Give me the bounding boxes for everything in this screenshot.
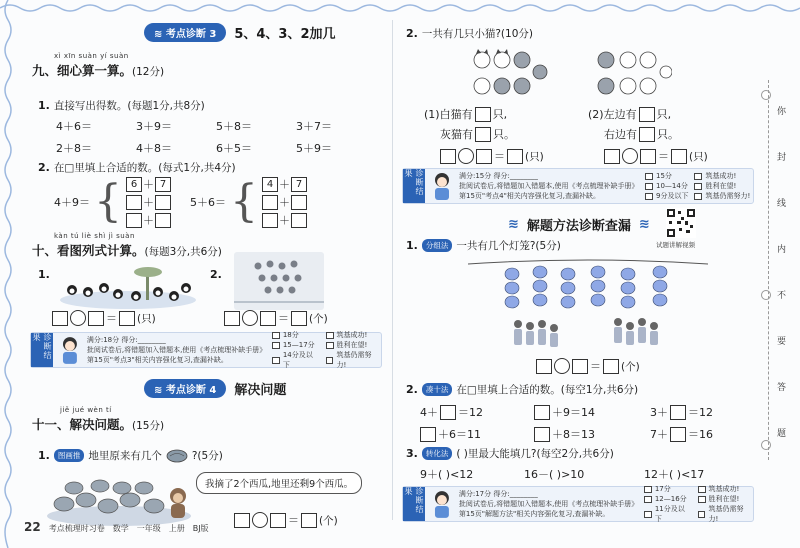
section-title xyxy=(32,61,164,79)
operator-circle[interactable] xyxy=(252,512,268,528)
fill-item xyxy=(420,404,483,420)
diagnosis-line: 满分:17分 得分:________ xyxy=(458,490,538,498)
checkbox[interactable] xyxy=(272,342,280,349)
given-number: 7 xyxy=(155,177,171,192)
calc-item: 2＋8＝ xyxy=(56,142,92,155)
checkbox[interactable] xyxy=(272,332,280,339)
sub-label: (2)左边有 xyxy=(588,108,637,121)
calc-item: 5＋9＝ xyxy=(296,142,332,155)
footer-book: 考点梳理时习卷 xyxy=(48,524,105,533)
question-number: 2. xyxy=(406,27,418,40)
diagnosis-line: 满分:18分 得分:________ xyxy=(86,336,166,344)
unit-label: (个) xyxy=(621,360,640,373)
answer-box[interactable] xyxy=(639,107,655,122)
result-options xyxy=(694,171,750,201)
method-question-2 xyxy=(406,382,638,397)
picture-2-number: 2. xyxy=(210,268,222,281)
checkbox[interactable] xyxy=(644,496,652,503)
expr-part: ＝12 xyxy=(688,406,713,419)
topic-title: 5、4、3、2加几 xyxy=(234,26,336,42)
option-label: 筑基仍需努力! xyxy=(336,351,372,369)
answer-box[interactable] xyxy=(262,195,278,210)
speech-bubble: 我摘了2个西瓜,地里还剩9个西瓜。 xyxy=(196,472,362,494)
topic-chip: ≋ 考点诊断 4 xyxy=(144,379,226,398)
checkbox[interactable] xyxy=(645,193,653,200)
question-11-1 xyxy=(38,448,223,463)
checkbox[interactable] xyxy=(694,193,702,200)
option-label: 14分及以下 xyxy=(282,351,313,369)
option-label: 筑基仍需努力! xyxy=(708,505,744,523)
plus-sign: ＋ xyxy=(279,178,290,191)
option-label: 15—17分 xyxy=(282,341,315,349)
expr-part: ＝12 xyxy=(458,406,483,419)
option-label: 胜利在望! xyxy=(336,341,368,349)
page-footer xyxy=(24,520,209,534)
answer-box[interactable] xyxy=(639,127,655,142)
checkbox[interactable] xyxy=(326,342,334,349)
expr-part: ＋9＝14 xyxy=(552,406,595,419)
footer-subject: 数学 xyxy=(112,524,129,533)
brace-icon: { xyxy=(230,176,258,227)
page-number: 22 xyxy=(24,520,41,534)
question-text: 地里原来有几个 xyxy=(88,450,162,462)
section-title xyxy=(32,415,164,433)
cats-group-1 xyxy=(470,48,548,104)
decompose-left xyxy=(54,176,171,228)
calc-item: 3＋7＝ xyxy=(296,120,332,133)
score-option xyxy=(644,484,692,494)
equation-2: ＝ (个) xyxy=(224,310,328,326)
result-option xyxy=(694,181,750,191)
answer-box[interactable] xyxy=(476,149,492,164)
score-option xyxy=(644,494,692,504)
result-option xyxy=(326,340,382,350)
section-title-text: 十、看图列式计算。 xyxy=(32,243,145,258)
strip-char: 不 xyxy=(777,291,787,301)
tree-fruit-illustration xyxy=(234,252,324,312)
diagnosis-line: 第15页"考点3"相关内容强化复习,查漏补缺。 xyxy=(86,356,228,364)
option-label: 10—14分 xyxy=(656,182,688,190)
diagnosis-line: 满分:15分 得分:________ xyxy=(459,172,538,180)
answer-box[interactable] xyxy=(234,513,250,528)
plus-sign: ＋ xyxy=(143,196,154,209)
result-options xyxy=(326,330,382,370)
score-option xyxy=(272,350,320,370)
method-tag: 凑十法 xyxy=(422,383,453,396)
diagnosis-text xyxy=(459,489,638,519)
student-avatar-icon xyxy=(429,488,455,520)
question-number: 3. xyxy=(406,447,418,460)
result-option xyxy=(694,171,750,181)
diagnosis-tag: 诊断结果 xyxy=(403,169,425,203)
strip-char: 题 xyxy=(777,429,787,439)
section-10 xyxy=(32,232,222,259)
diagnosis-box-2 xyxy=(402,168,754,204)
compare-item[interactable]: 12＋( )<17 xyxy=(644,468,705,481)
checkbox[interactable] xyxy=(272,357,280,364)
banner-topic-4 xyxy=(144,378,286,398)
checkbox[interactable] xyxy=(694,183,702,190)
pandas-illustration xyxy=(58,266,198,310)
question-9-2 xyxy=(38,160,236,175)
question-number: 1. xyxy=(38,99,50,112)
option-label: 17分 xyxy=(654,485,671,493)
option-label: 15分 xyxy=(656,172,672,180)
section-score: (12分) xyxy=(132,66,165,78)
binding-strip xyxy=(768,80,792,460)
method-question-3 xyxy=(406,446,614,461)
answer-box[interactable] xyxy=(507,149,523,164)
pair-row xyxy=(262,176,307,192)
method-tag: 图画推 xyxy=(54,449,85,462)
calc-item: 6＋5＝ xyxy=(216,142,252,155)
answer-box[interactable] xyxy=(155,213,171,228)
unit-label: 只。 xyxy=(493,128,515,141)
decompose-right xyxy=(190,176,307,228)
section-title-text: 十一、解决问题。 xyxy=(32,417,133,432)
score-options xyxy=(272,330,320,370)
footer-volume: 上册 xyxy=(168,524,185,533)
answer-box[interactable] xyxy=(534,427,550,442)
option-label: 胜利在望! xyxy=(705,182,737,190)
answer-box[interactable] xyxy=(155,195,171,210)
expr-part: ＋8＝13 xyxy=(552,428,595,441)
pair-row xyxy=(126,176,171,192)
diagnosis-line: 第15页"解题方法"相关内容强化复习,查漏补缺。 xyxy=(458,510,610,518)
diagnosis-tag: 诊断结果 xyxy=(31,333,53,367)
diagnosis-line: 批阅试卷后,将错题加入错题本,使用《考点梳理补缺手册》 xyxy=(86,346,267,354)
strip-char: 要 xyxy=(777,337,787,347)
fill-item xyxy=(650,404,713,420)
diagnosis-box-1 xyxy=(30,332,382,368)
result-option xyxy=(698,484,754,494)
equation-r2-1: ＝ (只) xyxy=(440,148,544,164)
question-text: ( )里最大能填几?(每空2分,共6分) xyxy=(456,448,614,460)
answer-box[interactable] xyxy=(604,149,620,164)
diagnosis-line: 批阅试卷后,将错题加入错题本,使用《考点梳理补缺手册》 xyxy=(459,182,639,190)
strip-char: 线 xyxy=(777,199,787,209)
unit-label: 只, xyxy=(492,108,508,121)
fill-item xyxy=(650,426,713,442)
given-number: 4 xyxy=(262,177,278,192)
calc-grid xyxy=(56,118,376,156)
section-title-text: 九、细心算一算。 xyxy=(32,63,133,78)
unit-label: (只) xyxy=(689,150,708,163)
checkbox[interactable] xyxy=(694,173,702,180)
answer-box[interactable] xyxy=(534,405,550,420)
unit-label: 只, xyxy=(656,108,672,121)
checkbox[interactable] xyxy=(326,332,334,339)
answer-box[interactable] xyxy=(536,359,552,374)
answer-box[interactable] xyxy=(119,311,135,326)
plus-sign: ＋ xyxy=(143,214,154,227)
student-avatar-icon xyxy=(429,170,455,202)
qr-code-icon[interactable] xyxy=(666,208,696,238)
checkbox[interactable] xyxy=(644,511,652,518)
diagnosis-tag: 诊断结果 xyxy=(403,487,425,521)
answer-box[interactable] xyxy=(440,405,456,420)
calc-item: 3＋9＝ xyxy=(136,120,172,133)
answer-box[interactable] xyxy=(262,213,278,228)
question-number: 2. xyxy=(406,383,418,396)
footer-grade: 一年级 xyxy=(136,524,161,533)
question-text: 直接写出得数。(每题1分,共8分) xyxy=(53,100,205,112)
expr-part: 7＋ xyxy=(650,428,668,441)
question-number: 2. xyxy=(38,161,50,174)
answer-box[interactable] xyxy=(475,107,491,122)
compare-item[interactable]: 16－( )>10 xyxy=(524,468,585,481)
expression: 5＋6＝ xyxy=(190,196,226,209)
answer-box[interactable] xyxy=(603,359,619,374)
option-label: 筑基仍需努力! xyxy=(705,192,751,200)
section-score: (15分) xyxy=(132,420,165,432)
answer-box[interactable] xyxy=(88,311,104,326)
given-number: 7 xyxy=(291,177,307,192)
watermelon-icon xyxy=(166,449,188,463)
compare-item[interactable]: 9＋( )<12 xyxy=(420,468,474,481)
unit-label: (个) xyxy=(319,514,338,527)
answer-box[interactable] xyxy=(671,149,687,164)
picture-1-number: 1. xyxy=(38,268,50,281)
equation-m1: ＝ (个) xyxy=(536,358,640,374)
answer-box[interactable] xyxy=(301,513,317,528)
equation-11-1: ＝ (个) xyxy=(234,512,338,528)
qr-caption: 试题讲解视频 xyxy=(656,241,695,249)
result-option xyxy=(326,350,382,370)
plus-sign: ＋ xyxy=(279,196,290,209)
unit-label: (只) xyxy=(137,312,156,325)
pair-row xyxy=(262,194,307,210)
method-question-1 xyxy=(406,238,561,253)
checkbox[interactable] xyxy=(698,511,706,518)
pinyin-line: kàn tú liè shì jì suàn xyxy=(54,232,135,240)
unit-label: (只) xyxy=(525,150,544,163)
strip-char: 你 xyxy=(777,107,787,117)
banner-methods xyxy=(508,214,650,234)
diagnosis-line: 批阅试卷后,将错题加入错题本,使用《考点梳理补缺手册》 xyxy=(458,500,639,508)
answer-box[interactable] xyxy=(670,427,686,442)
method-tag: 分组法 xyxy=(422,239,453,252)
sub-1-gray xyxy=(440,126,515,142)
topic-chip: ≋ 考点诊断 3 xyxy=(144,23,226,42)
strip-char: 内 xyxy=(777,245,787,255)
wave-icon: ≋ xyxy=(508,216,519,232)
wave-icon: ≋ xyxy=(638,216,650,232)
pair-row xyxy=(126,194,171,210)
section-score: (每题3分,共6分) xyxy=(144,246,222,258)
expr-part: 4＋ xyxy=(420,406,438,419)
question-9-1 xyxy=(38,98,205,113)
topic-title: 解决问题 xyxy=(234,382,287,398)
wave-border-top xyxy=(0,0,800,14)
fill-item xyxy=(534,404,595,420)
checkbox[interactable] xyxy=(645,183,653,190)
answer-box[interactable] xyxy=(126,195,142,210)
expr-part: ＝16 xyxy=(688,428,713,441)
plus-sign: ＋ xyxy=(279,214,290,227)
section-title xyxy=(32,241,222,259)
expr-part: ＋6＝11 xyxy=(438,428,481,441)
diagnosis-line: 第15页"考点4"相关内容强化复习,查漏补缺。 xyxy=(459,192,601,200)
option-label: 18分 xyxy=(282,331,299,339)
diagnosis-text xyxy=(459,171,639,201)
section-11 xyxy=(32,406,164,433)
right-column xyxy=(398,18,763,538)
method-tag: 转化法 xyxy=(422,447,453,460)
calc-item: 4＋8＝ xyxy=(136,142,172,155)
question-score: ?(5分) xyxy=(191,450,223,462)
diagnosis-box-3 xyxy=(402,486,754,522)
equation-r2-2: ＝ (只) xyxy=(604,148,708,164)
wave-border-left xyxy=(0,0,14,548)
operator-circle[interactable] xyxy=(458,148,474,164)
operator-circle[interactable] xyxy=(554,358,570,374)
banner-topic-3 xyxy=(144,22,336,42)
student-avatar-icon xyxy=(57,334,83,366)
sub-label: 灰猫有 xyxy=(440,128,473,141)
question-text: 在□里填上合适的数。(每式1分,共4分) xyxy=(53,162,236,174)
checkbox[interactable] xyxy=(645,173,653,180)
operator-circle[interactable] xyxy=(622,148,638,164)
result-option xyxy=(698,494,754,504)
option-label: 胜利在望! xyxy=(708,495,740,503)
cats-group-2 xyxy=(594,48,672,104)
option-label: 筑基成功! xyxy=(708,485,740,493)
option-label: 11分及以下 xyxy=(654,505,685,523)
unit-label: 只。 xyxy=(657,128,679,141)
answer-box[interactable] xyxy=(640,149,656,164)
pinyin-line: jiě jué wèn tí xyxy=(60,406,112,414)
strip-char: 封 xyxy=(777,153,787,163)
answer-box[interactable] xyxy=(475,127,491,142)
expression: 4＋9＝ xyxy=(54,196,90,209)
question-text: 一共有几只小猫?(10分) xyxy=(421,28,533,40)
score-option xyxy=(272,340,320,350)
answer-box[interactable] xyxy=(291,213,307,228)
result-option xyxy=(326,330,382,340)
methods-title: 解题方法诊断查漏 xyxy=(526,218,631,234)
expr-part: 3＋ xyxy=(650,406,668,419)
checkbox[interactable] xyxy=(698,496,706,503)
score-options xyxy=(645,171,688,201)
strip-char: 答 xyxy=(777,383,787,393)
sub-2-left xyxy=(588,106,671,122)
answer-box[interactable] xyxy=(291,195,307,210)
answer-box[interactable] xyxy=(670,405,686,420)
option-label: 筑基成功! xyxy=(705,172,737,180)
option-label: 9分及以下 xyxy=(656,192,689,200)
score-option xyxy=(645,191,688,201)
operator-circle[interactable] xyxy=(70,310,86,326)
calc-item: 4＋6＝ xyxy=(56,120,92,133)
sub-2-right xyxy=(604,126,679,142)
pair-list xyxy=(262,176,307,228)
score-option xyxy=(645,181,688,191)
pair-row xyxy=(262,212,307,228)
footer-edition: BJ版 xyxy=(192,524,209,533)
column-divider xyxy=(392,20,393,520)
question-text: 一共有几个灯笼?(5分) xyxy=(456,240,561,252)
question-number: 1. xyxy=(406,239,418,252)
pair-list xyxy=(126,176,171,228)
result-option xyxy=(698,504,754,524)
diagnosis-text xyxy=(87,335,266,365)
sub-1-white xyxy=(424,106,507,122)
score-option xyxy=(272,330,320,340)
question-number: 1. xyxy=(38,449,50,462)
answer-box[interactable] xyxy=(420,427,436,442)
given-number: 6 xyxy=(126,177,142,192)
score-option xyxy=(644,504,692,524)
brace-icon: { xyxy=(94,176,122,227)
answer-box[interactable] xyxy=(126,213,142,228)
sub-label: 右边有 xyxy=(604,128,637,141)
result-option xyxy=(694,191,750,201)
lanterns-children-illustration xyxy=(468,252,708,360)
answer-box[interactable] xyxy=(260,311,276,326)
option-label: 筑基成功! xyxy=(336,331,368,339)
pinyin-line: xì xīn suàn yí suàn xyxy=(54,52,129,60)
score-options xyxy=(644,484,692,524)
answer-box[interactable] xyxy=(270,513,286,528)
fill-item xyxy=(534,426,595,442)
checkbox[interactable] xyxy=(644,486,652,493)
question-text: 在□里填上合适的数。(每空1分,共6分) xyxy=(456,384,639,396)
checkbox[interactable] xyxy=(698,486,706,493)
fill-item xyxy=(420,426,481,442)
score-option xyxy=(645,171,688,181)
unit-label: (个) xyxy=(309,312,328,325)
answer-box[interactable] xyxy=(572,359,588,374)
checkbox[interactable] xyxy=(326,357,334,364)
result-options xyxy=(698,484,754,524)
answer-box[interactable] xyxy=(224,311,240,326)
sub-label: (1)白猫有 xyxy=(424,108,473,121)
equation-1: ＝ (只) xyxy=(52,310,156,326)
answer-box[interactable] xyxy=(440,149,456,164)
calc-item: 5＋8＝ xyxy=(216,120,252,133)
pair-row xyxy=(126,212,171,228)
question-r-2 xyxy=(406,26,533,41)
left-column xyxy=(24,18,389,538)
section-9 xyxy=(32,52,164,79)
answer-box[interactable] xyxy=(291,311,307,326)
operator-circle[interactable] xyxy=(242,310,258,326)
plus-sign: ＋ xyxy=(143,178,154,191)
option-label: 12—16分 xyxy=(654,495,687,503)
answer-box[interactable] xyxy=(52,311,68,326)
